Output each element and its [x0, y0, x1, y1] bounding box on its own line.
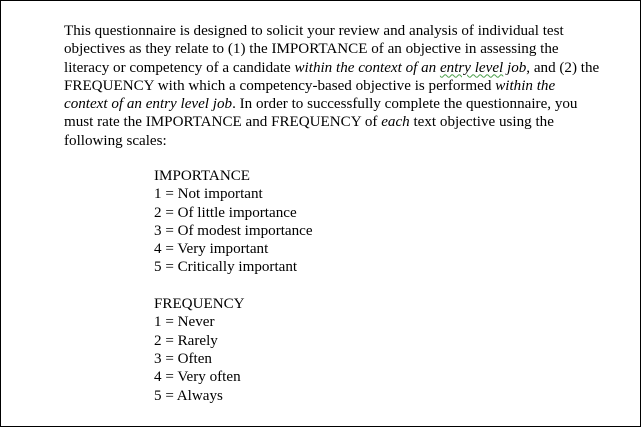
intro-text: text objective using the [409, 114, 554, 131]
importance-scale-item: 2 = Of little importance [154, 204, 297, 221]
italic-word: each [381, 114, 410, 131]
intro-line-4 [64, 77, 638, 95]
importance-scale-item: 5 = Critically important [154, 259, 298, 276]
frequency-scale-title: FREQUENCY [154, 296, 245, 313]
intro-text: , and (2) the [526, 59, 600, 76]
intro-line-2: objectives as they relate to (1) the IMPORTANCE of an objective in assessing the [64, 41, 559, 58]
intro-line-5 [64, 95, 638, 113]
frequency-scale-item: 4 = Very often [154, 369, 241, 386]
importance-scale-item: 3 = Of modest importance [154, 222, 313, 239]
italic-phrase: job [503, 59, 527, 76]
intro-text: must rate the IMPORTANCE and FREQUENCY of [64, 114, 382, 131]
intro-paragraph [64, 22, 638, 150]
frequency-scale-item: 3 = Often [154, 350, 212, 367]
importance-scale [154, 167, 313, 277]
intro-line-1: This questionnaire is designed to solicit your review and analysis of individual test [64, 23, 564, 39]
frequency-scale-item: 5 = Always [154, 387, 223, 404]
frequency-scale [154, 295, 313, 405]
frequency-scale-item: 2 = Rarely [154, 332, 218, 349]
importance-scale-item: 4 = Very important [154, 241, 269, 258]
intro-text: FREQUENCY with which a competency-based objective is performed [64, 77, 496, 94]
spellcheck-flagged-phrase: entry level [439, 59, 504, 76]
importance-scale-item: 1 = Not important [154, 186, 263, 203]
italic-phrase: within the context of an [294, 59, 440, 76]
rating-scales [154, 167, 313, 405]
importance-scale-title: IMPORTANCE [154, 168, 251, 184]
intro-text: literacy or competency of a candidate [64, 59, 295, 76]
frequency-scale-item: 1 = Never [154, 314, 215, 331]
intro-line-6 [64, 113, 638, 131]
italic-phrase: context of an entry level job [64, 96, 233, 113]
italic-phrase: within the [495, 77, 556, 94]
intro-text: . In order to successfully complete the questionnaire, you [232, 96, 578, 113]
intro-line-7: following scales: [64, 132, 167, 149]
intro-line-3 [64, 59, 638, 77]
